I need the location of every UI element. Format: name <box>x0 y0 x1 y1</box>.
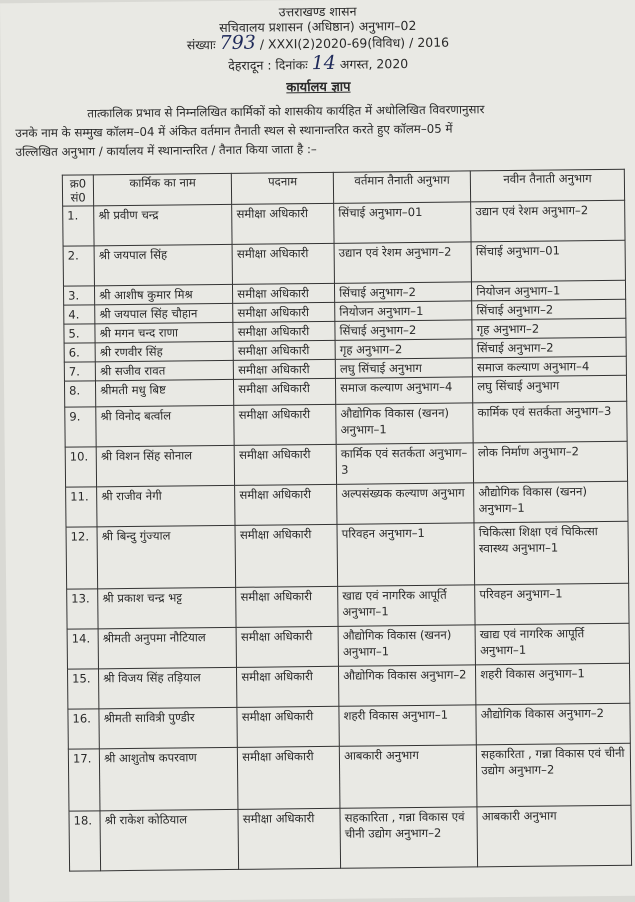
cell-serial: 3. <box>63 286 94 305</box>
cell-name: श्री जयपाल सिंह <box>94 244 233 285</box>
paragraph-line-2: उनके नाम के सम्मुख कॉलम–04 में अंकित वर्तमान तैनाती स्थल से स्थानान्तरित करते हुए कॉलम–05 में <box>15 121 453 141</box>
header-current-posting: वर्तमान तैनाती अनुभाग <box>333 171 470 203</box>
cell-serial: 6. <box>64 343 95 362</box>
cell-current-posting: उद्यान एवं रेशम अनुभाग–2 <box>334 242 472 283</box>
cell-designation: समीक्षा अधिकारी <box>236 626 338 667</box>
cell-new-posting: कार्मिक एवं सतर्कता अनुभाग–3 <box>473 401 627 443</box>
cell-current-posting: कार्मिक एवं सतर्कता अनुभाग–3 <box>336 443 474 484</box>
cell-serial: 11. <box>66 487 98 527</box>
table-row <box>63 200 625 246</box>
cell-serial: 17. <box>68 749 100 811</box>
cell-current-posting: अल्पसंख्यक कल्याण अनुभाग <box>337 483 475 524</box>
cell-serial: 18. <box>69 811 101 871</box>
header-serial: क्र0 सं0 <box>62 175 93 206</box>
cell-designation: समीक्षा अधिकारी <box>238 808 340 869</box>
table-row <box>67 623 629 669</box>
cell-serial: 9. <box>65 407 97 447</box>
cell-new-posting: सिंचाई अनुभाग–01 <box>471 240 625 282</box>
table-row <box>65 441 627 487</box>
cell-current-posting: शहरी विकास अनुभाग–1 <box>339 705 477 746</box>
cell-designation: समीक्षा अधिकारी <box>234 404 336 445</box>
cell-designation: समीक्षा अधिकारी <box>233 340 335 360</box>
cell-current-posting: लघु सिंचाई अनुभाग <box>335 358 472 378</box>
cell-current-posting: औद्योगिक विकास (खनन) अनुभाग–1 <box>336 403 474 444</box>
cell-new-posting: खाद्य एवं नागरिक आपूर्ति अनुभाग–1 <box>475 623 629 665</box>
cell-name: श्री मगन चन्द राणा <box>95 322 233 342</box>
paragraph-line-3: उल्लिखित अनुभाग / कार्यालय में स्थानान्तरित / तैनात किया जाता है :– <box>15 142 317 160</box>
cell-name: श्री सजीव रावत <box>95 360 233 380</box>
cell-name: श्री आशुतोष कपरवाण <box>99 747 238 810</box>
cell-name: श्री प्रवीण चन्द्र <box>94 204 233 245</box>
cell-serial: 12. <box>66 527 98 589</box>
cell-name: श्री राजीव नेगी <box>97 485 236 526</box>
cell-new-posting: सहकारिता , गन्ना विकास एवं चीनी उद्योग अनुभाग–2 <box>477 743 631 807</box>
cell-serial: 1. <box>63 206 95 246</box>
table-row <box>66 521 629 589</box>
cell-name: श्री रणवीर सिंह <box>95 341 233 361</box>
cell-name: श्री विनोद बर्त्वाल <box>96 405 235 446</box>
cell-current-posting: औद्योगिक विकास (खनन) अनुभाग–1 <box>338 625 476 666</box>
cell-designation: समीक्षा अधिकारी <box>234 359 336 379</box>
date-line <box>1 53 635 76</box>
section-heading: सचिवालय प्रशासन (अधिष्ठान) अनुभाग–02 <box>219 17 417 36</box>
cell-serial: 5. <box>64 324 95 343</box>
cell-designation: समीक्षा अधिकारी <box>238 746 340 809</box>
reference-label: संख्याः <box>186 37 216 53</box>
cell-current-posting: सिंचाई अनुभाग–2 <box>335 320 472 340</box>
table-row <box>69 805 632 871</box>
cell-serial: 16. <box>68 709 100 749</box>
body-paragraph <box>15 99 626 162</box>
table-body <box>63 200 632 871</box>
cell-new-posting: लोक निर्माण अनुभाग–2 <box>473 441 627 483</box>
cell-designation: समीक्षा अधिकारी <box>233 321 335 341</box>
cell-name: श्री प्रकाश चन्द्र भट्ट <box>98 587 237 628</box>
cell-new-posting: सिंचाई अनुभाग–2 <box>472 337 626 358</box>
cell-new-posting: आबकारी अनुभाग <box>477 805 631 867</box>
cell-serial: 8. <box>64 381 95 407</box>
cell-designation: समीक्षा अधिकारी <box>233 302 335 322</box>
cell-current-posting: सिंचाई अनुभाग–01 <box>334 202 472 243</box>
table-row <box>68 703 630 749</box>
cell-name: श्री जयपाल सिंह चौहान <box>95 303 233 323</box>
cell-name: श्री बिन्दु गुंज्याल <box>97 525 236 588</box>
cell-new-posting: नियोजन अनुभाग–1 <box>472 280 626 301</box>
cell-new-posting: चिकित्सा शिक्षा एवं चिकित्सा स्वास्थ्य अनुभाग–1 <box>474 521 628 585</box>
cell-designation: समीक्षा अधिकारी <box>237 666 339 707</box>
cell-name: श्री विजय सिंह तड़ियाल <box>99 667 238 708</box>
cell-new-posting: शहरी विकास अनुभाग–1 <box>476 663 630 705</box>
date-month-year: अगस्त, 2020 <box>339 56 409 72</box>
cell-designation: समीक्षा अधिकारी <box>235 484 337 525</box>
cell-designation: समीक्षा अधिकारी <box>234 378 336 405</box>
reference-suffix: / XXXI(2)2020-69(विविध) / 2016 <box>259 34 450 52</box>
cell-name: श्री आशीष कुमार मिश्र <box>95 284 233 304</box>
date-label: देहरादून : दिनांकः <box>228 57 308 73</box>
table-row <box>68 743 631 811</box>
cell-serial: 13. <box>67 589 99 629</box>
handwritten-date-day: 14 <box>311 51 336 75</box>
cell-designation: समीक्षा अधिकारी <box>235 524 337 587</box>
cell-current-posting: गृह अनुभाग–2 <box>335 339 472 359</box>
cell-new-posting: औद्योगिक विकास (खनन) अनुभाग–1 <box>474 481 628 523</box>
header-designation: पदनाम <box>232 172 334 204</box>
cell-current-posting: आबकारी अनुभाग <box>339 745 477 808</box>
cell-serial: 14. <box>67 629 99 669</box>
cell-name: श्री विशन सिंह सोनाल <box>96 445 235 486</box>
cell-name: श्रीमती सावित्री पुण्डीर <box>99 707 238 748</box>
cell-designation: समीक्षा अधिकारी <box>233 283 335 303</box>
table-row <box>63 240 625 286</box>
cell-serial: 7. <box>64 362 95 381</box>
cell-current-posting: खाद्य एवं नागरिक आपूर्ति अनुभाग–1 <box>338 585 476 626</box>
header-name: कार्मिक का नाम <box>93 173 231 205</box>
cell-current-posting: सहकारिता , गन्ना विकास एवं चीनी उद्योग अनुभाग–2 <box>340 807 478 868</box>
cell-new-posting: गृह अनुभाग–2 <box>472 318 626 339</box>
cell-serial: 15. <box>67 669 99 709</box>
cell-current-posting: औद्योगिक विकास अनुभाग–2 <box>339 665 477 706</box>
paragraph-line-1: तात्कालिक प्रभाव से निम्नलिखित कार्मिकों को शासकीय कार्यहित में अधोलिखित विवरणानुसार <box>87 102 485 121</box>
header-new-posting: नवीन तैनाती अनुभाग <box>471 169 625 202</box>
cell-new-posting: औद्योगिक विकास अनुभाग–2 <box>476 703 630 745</box>
transfer-table <box>62 169 632 872</box>
handwritten-ref-number: 793 <box>219 31 256 55</box>
table-row <box>66 481 628 527</box>
govt-heading: उत्तराखण्ड शासन <box>278 3 357 20</box>
cell-current-posting: नियोजन अनुभाग–1 <box>335 301 472 321</box>
table-row <box>65 401 627 447</box>
cell-designation: समीक्षा अधिकारी <box>232 203 334 244</box>
cell-new-posting: उद्यान एवं रेशम अनुभाग–2 <box>471 200 625 242</box>
cell-new-posting: समाज कल्याण अनुभाग–4 <box>472 356 626 377</box>
cell-current-posting: सिंचाई अनुभाग–2 <box>335 282 472 302</box>
cell-name: श्रीमती अनुपमा नौटियाल <box>98 627 237 668</box>
cell-designation: समीक्षा अधिकारी <box>236 586 338 627</box>
cell-current-posting: परिवहन अनुभाग–1 <box>337 523 475 586</box>
cell-designation: समीक्षा अधिकारी <box>232 243 334 284</box>
cell-serial: 10. <box>65 447 97 487</box>
cell-new-posting: सिंचाई अनुभाग–2 <box>472 299 626 320</box>
cell-designation: समीक्षा अधिकारी <box>234 444 336 485</box>
cell-new-posting: लघु सिंचाई अनुभाग <box>473 375 627 403</box>
cell-name: श्री राकेश कोठियाल <box>100 809 239 870</box>
table-row <box>67 663 629 709</box>
cell-serial: 2. <box>63 246 95 286</box>
cell-name: श्रीमती मधु बिष्ट <box>96 379 234 406</box>
table-row <box>67 583 629 629</box>
cell-current-posting: समाज कल्याण अनुभाग–4 <box>336 377 473 404</box>
cell-designation: समीक्षा अधिकारी <box>237 706 339 747</box>
cell-new-posting: परिवहन अनुभाग–1 <box>475 583 629 625</box>
cell-serial: 4. <box>64 305 95 324</box>
document-title: कार्यालय ज्ञाप <box>286 79 351 96</box>
